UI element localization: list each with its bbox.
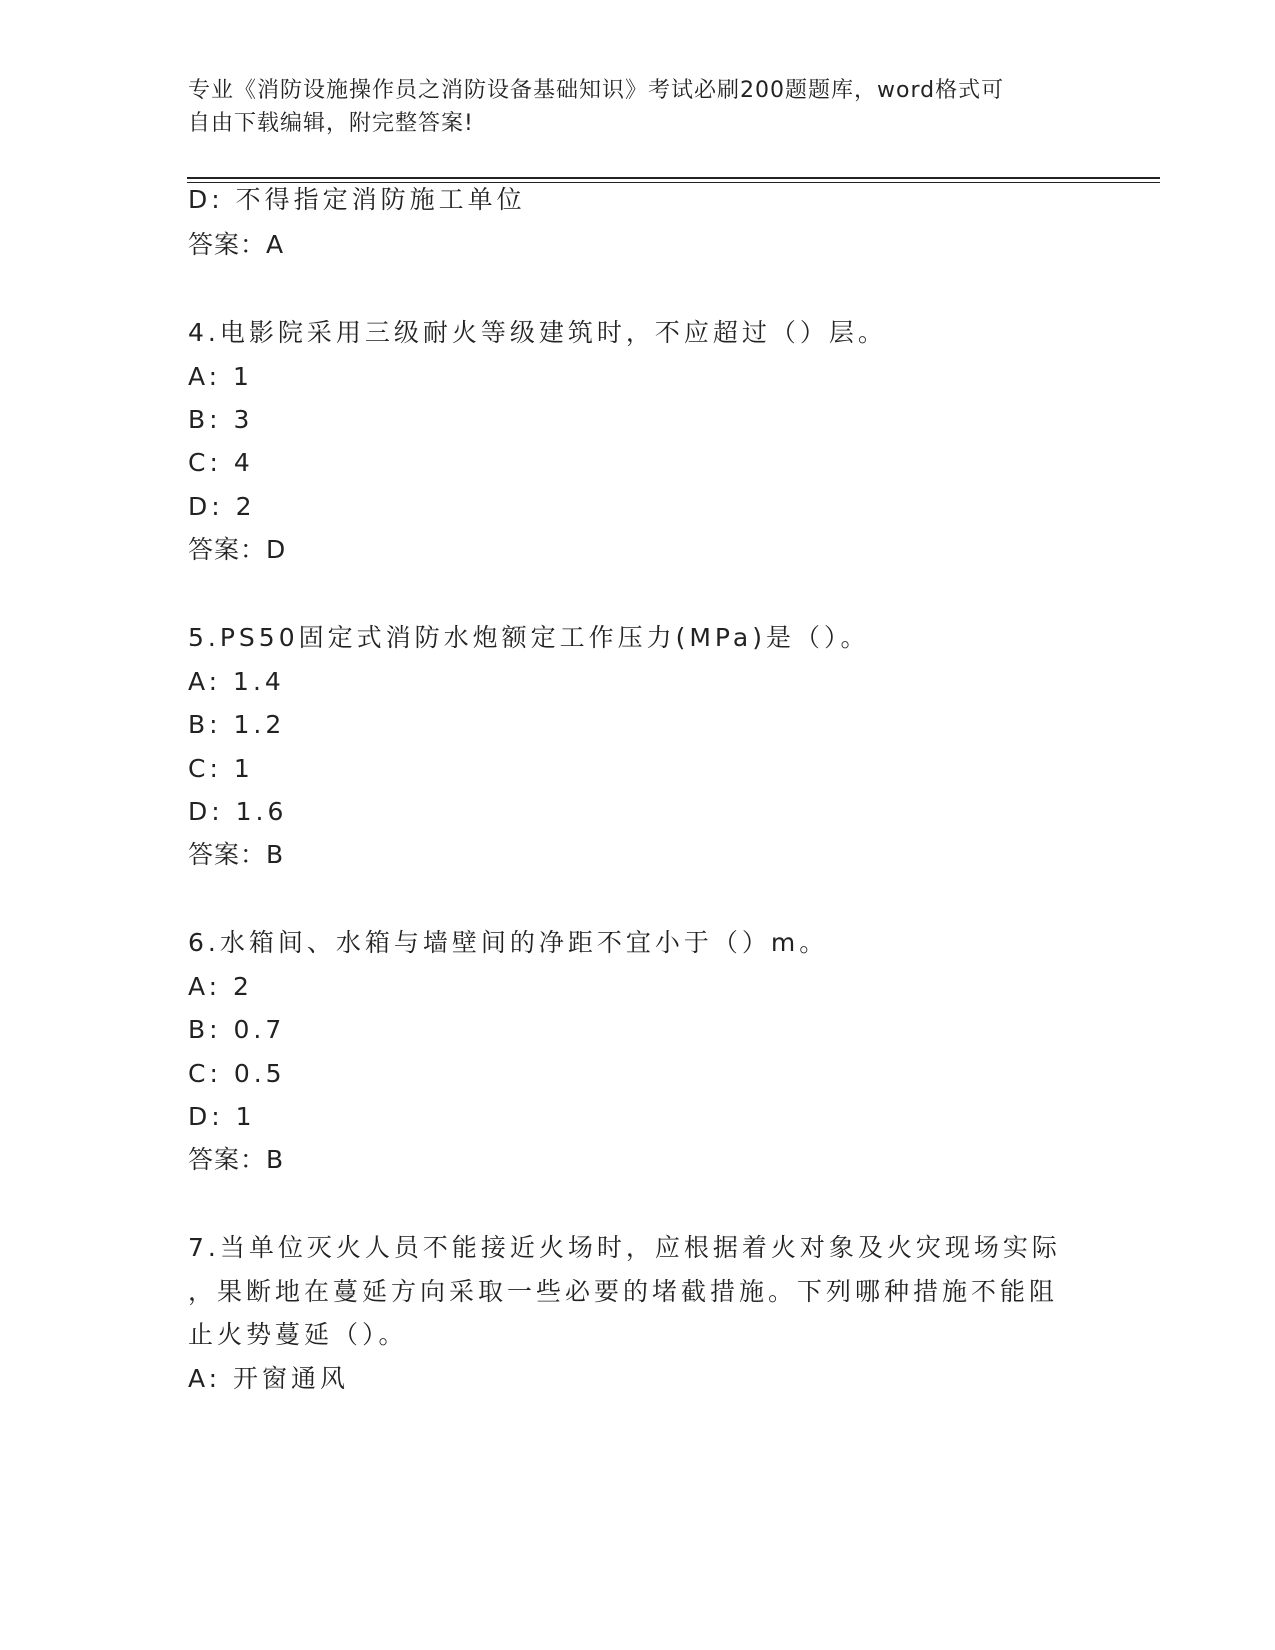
q5-option-b: B: 1.2 (188, 710, 286, 739)
q5-option-d: D: 1.6 (188, 797, 288, 826)
q6-option-d: D: 1 (188, 1102, 256, 1131)
document-header (188, 74, 1068, 140)
q7-question-line-1: 7.当单位灭火人员不能接近火场时，应根据着火对象及火灾现场实际 (188, 1233, 1061, 1262)
q7-option-a: A: 开窗通风 (188, 1364, 350, 1393)
q4-option-a: A: 1 (188, 362, 253, 391)
q4-question: 4.电影院采用三级耐火等级建筑时，不应超过（）层。 (188, 318, 887, 347)
q6-option-c: C: 0.5 (188, 1059, 286, 1088)
header-line-2: 自由下载编辑，附完整答案! (188, 111, 474, 136)
q7-question-line-3: 止火势蔓延（）。 (188, 1320, 408, 1349)
q5-option-a: A: 1.4 (188, 667, 285, 696)
header-line-1: 专业《消防设施操作员之消防设备基础知识》考试必刷200题题库，word格式可 (188, 78, 1005, 103)
q5-answer: 答案：B (188, 840, 285, 869)
q7-question-line-2: ，果断地在蔓延方向采取一些必要的堵截措施。下列哪种措施不能阻 (188, 1277, 1059, 1306)
q6-option-b: B: 0.7 (188, 1015, 286, 1044)
q4-answer: 答案：D (188, 535, 287, 564)
prev-answer: 答案：A (188, 230, 285, 259)
q5-option-c: C: 1 (188, 754, 254, 783)
q4-option-c: C: 4 (188, 448, 254, 477)
header-divider-thick (187, 177, 1160, 179)
q6-answer: 答案：B (188, 1145, 285, 1174)
q6-question: 6.水箱间、水箱与墙壁间的净距不宜小于（）m。 (188, 928, 829, 957)
q5-question: 5.PS50固定式消防水炮额定工作压力(MPa)是（）。 (188, 623, 870, 652)
q4-option-b: B: 3 (188, 405, 254, 434)
q6-option-a: A: 2 (188, 972, 253, 1001)
prev-option-d: D: 不得指定消防施工单位 (188, 185, 526, 214)
q4-option-d: D: 2 (188, 492, 256, 521)
